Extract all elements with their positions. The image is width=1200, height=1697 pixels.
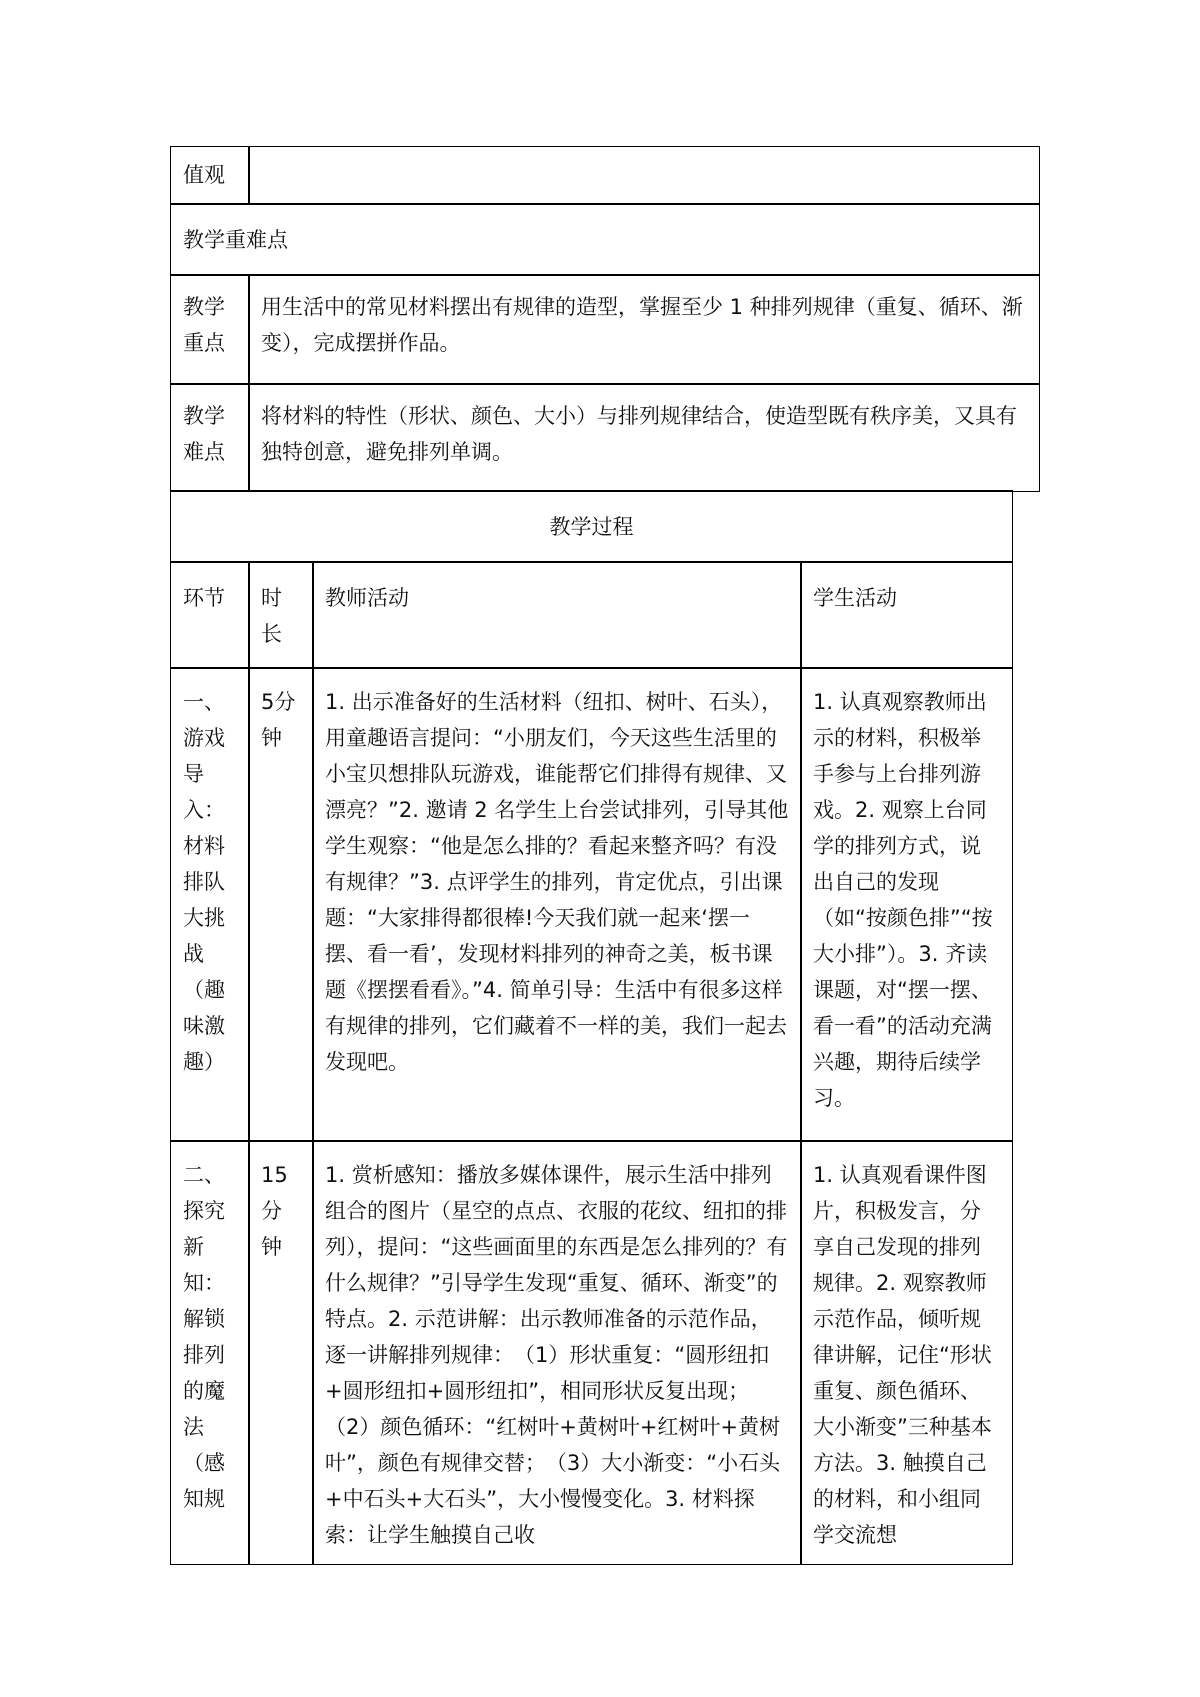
row2-stage: 二、探究新知：解锁排列的魔法（感知规 [183, 1163, 225, 1511]
key-point-text: 用生活中的常见材料摆出有规律的造型，掌握至少 1 种排列规律（重复、循环、渐变），完成摆拼作品。 [261, 295, 1023, 355]
row1-student-cell [800, 667, 1013, 1142]
row1-duration-cell [248, 667, 314, 1142]
header-duration-cell [248, 561, 314, 669]
header-teacher: 教师活动 [325, 586, 409, 610]
row2-teacher-cell [312, 1140, 802, 1565]
header-student: 学生活动 [813, 586, 897, 610]
values-label-cell [170, 146, 250, 205]
key-point-label: 教学重点 [183, 295, 225, 355]
difficulty-label: 教学难点 [183, 404, 225, 464]
difficulty-text: 将材料的特性（形状、颜色、大小）与排列规律结合，使造型既有秩序美，又具有独特创意，避免排列单调。 [261, 404, 1017, 464]
header-stage-cell [170, 561, 250, 669]
row1-stage-cell [170, 667, 250, 1142]
process-title-cell [170, 490, 1013, 563]
values-content-cell [248, 146, 1040, 205]
row1-student: 1. 认真观察教师出示的材料，积极举手参与上台排列游戏。2. 观察上台同学的排列方式，说出自己的发现（如“按颜色排”“按大小排”）。3. 齐读课题，对“摆一摆、看一看”的活动充满兴趣，期待后续学习。 [813, 690, 993, 1110]
row1-teacher-cell [312, 667, 802, 1142]
row2-teacher: 1. 赏析感知：播放多媒体课件，展示生活中排列组合的图片（星空的点点、衣服的花纹、纽扣的排列），提问：“这些画面里的东西是怎么排列的？有什么规律？”引导学生发现“重复、循环、渐变”的特点。2. 示范讲解：出示教师准备的示范作品，逐一讲解排列规律： （1）形状重复：“圆形纽扣+圆形纽扣+圆形纽扣”，相同形状反复出现； （2）颜色循环：“红树叶+黄树叶+红树叶+黄树叶”，颜色有规律交替； （3）大小渐变：“小石头+中石头+大石头”，大小慢慢变化。3. 材料探索：让学生触摸自己收 [325, 1163, 788, 1547]
key-difficulty-header-cell [170, 203, 1040, 276]
header-stage: 环节 [183, 586, 225, 610]
row2-student: 1. 认真观看课件图片，积极发言，分享自己发现的排列规律。2. 观察教师示范作品，倾听规律讲解，记住“形状重复、颜色循环、大小渐变”三种基本方法。3. 触摸自己的材料，和小组同学交流想 [813, 1163, 992, 1547]
row2-stage-cell [170, 1140, 250, 1565]
row1-duration: 5分钟 [261, 690, 296, 750]
row2-duration-cell [248, 1140, 314, 1565]
row2-duration: 15分钟 [261, 1163, 288, 1259]
key-point-label-cell [170, 274, 250, 385]
row1-stage: 一、游戏导入：材料排队大挑战（趣味激趣） [183, 690, 225, 1074]
row2-student-cell [800, 1140, 1013, 1565]
row1-teacher: 1. 出示准备好的生活材料（纽扣、树叶、石头），用童趣语言提问：“小朋友们，今天这些生活里的小宝贝想排队玩游戏，谁能帮它们排得有规律、又漂亮？”2. 邀请 2 名学生上台尝试排列，引导其他学生观察：“他是怎么排的？看起来整齐吗？有没有规律？”3. 点评学生的排列，肯定优点，引出课题：“大家排得都很棒!今天我们就一起来‘摆一摆、看一看’，发现材料排列的神奇之美，板书课题《摆摆看看》。”4. 简单引导：生活中有很多这样有规律的排列，它们藏着不一样的美，我们一起去发现吧。 [325, 690, 789, 1074]
values-label: 值观 [183, 163, 225, 187]
difficulty-text-cell [248, 383, 1040, 492]
header-duration: 时长 [261, 586, 282, 646]
header-teacher-cell [312, 561, 802, 669]
key-point-text-cell [248, 274, 1040, 385]
difficulty-label-cell [170, 383, 250, 492]
key-difficulty-header: 教学重难点 [183, 228, 288, 252]
header-student-cell [800, 561, 1013, 669]
process-title: 教学过程 [549, 515, 634, 539]
